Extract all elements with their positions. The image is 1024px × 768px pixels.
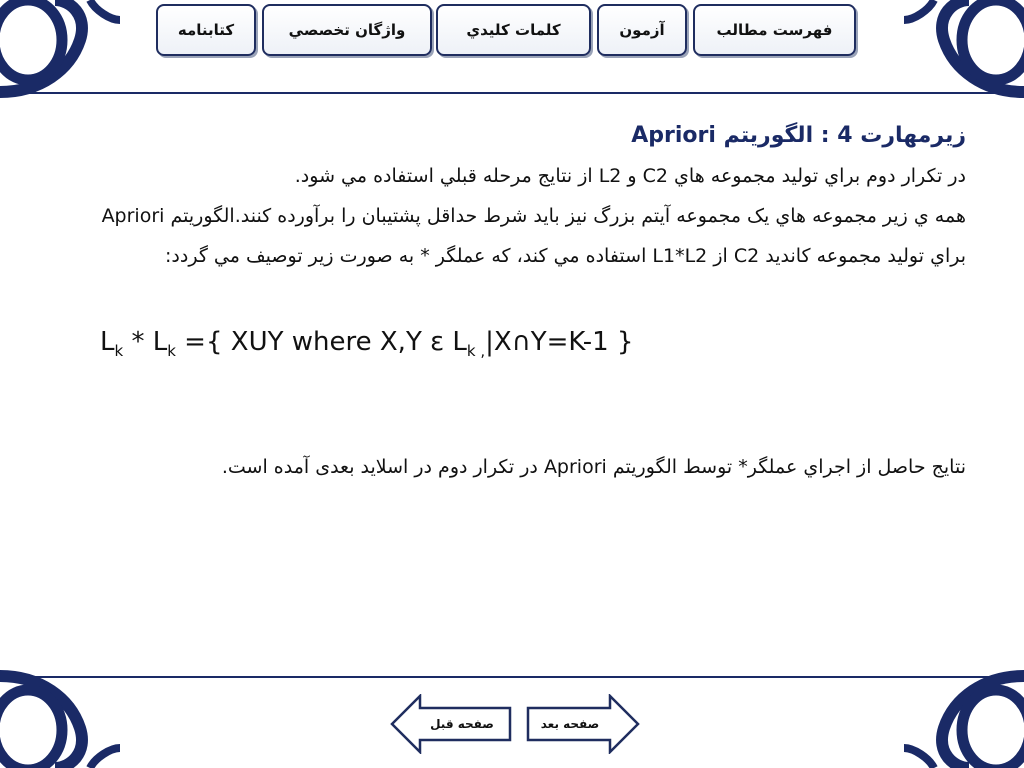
paragraph-results-note: نتايج حاصل از اجراي عملگر* توسط الگوريتم Apriori در تکرار دوم در اسلايد بعدی آمده است. (221, 456, 966, 478)
formula-term-l3: L (452, 327, 467, 357)
previous-page-button[interactable] (390, 694, 512, 754)
formula-term-l2: L (152, 327, 168, 357)
formula-subscript-3: k , (466, 342, 486, 361)
top-navigation (156, 4, 856, 60)
nav-keywords-button[interactable]: كلمات كليدي (436, 4, 591, 56)
corner-ornament-bottom-left (0, 648, 150, 768)
next-page-label: صفحه بعد (540, 717, 600, 731)
paragraph-second-iteration: در تکرار دوم براي توليد مجموعه هاي C2 و L2 از نتايج مرحله قبلي استفاده مي شود. (294, 165, 966, 187)
formula-operator: * (123, 327, 153, 357)
paragraph-operator-description: همه ي زير مجموعه هاي يک مجموعه آيتم بزرگ نيز بايد شرط حداقل پشتيبان را برآورده کنند.الگوريتم Apriori براي توليد مجموعه کانديد C2 از L1*L2 استفاده مي کند، که عملگر * به صورت زير توصيف مي گردد: (101, 205, 966, 267)
slide-title: زیرمهارت 4 : الگوریتم Apriori (631, 123, 966, 148)
corner-ornament-top-right (874, 0, 1024, 120)
formula-subscript-2: k (167, 342, 176, 361)
corner-ornament-top-left (0, 0, 150, 120)
formula-term-l1: L (100, 327, 115, 357)
corner-ornament-bottom-right (874, 648, 1024, 768)
frame-divider-top (0, 92, 1024, 94)
nav-table-of-contents-button[interactable]: فهرست مطالب (693, 4, 856, 56)
frame-divider-bottom (0, 676, 1024, 678)
nav-quiz-button[interactable]: آزمون (597, 4, 687, 56)
previous-page-label: صفحه قبل (430, 717, 494, 731)
nav-bibliography-button[interactable]: كتابنامه (156, 4, 256, 56)
slide-content (78, 116, 966, 276)
join-operator-formula (100, 322, 660, 371)
formula-subscript-1: k (114, 342, 124, 361)
nav-glossary-button[interactable]: واژگان تخصصي (262, 4, 432, 56)
formula-set-definition: ={ XUY where X,Y ε (175, 327, 453, 357)
formula-condition: |X∩Y=K-1 } (485, 327, 634, 357)
next-page-button[interactable] (526, 694, 640, 754)
